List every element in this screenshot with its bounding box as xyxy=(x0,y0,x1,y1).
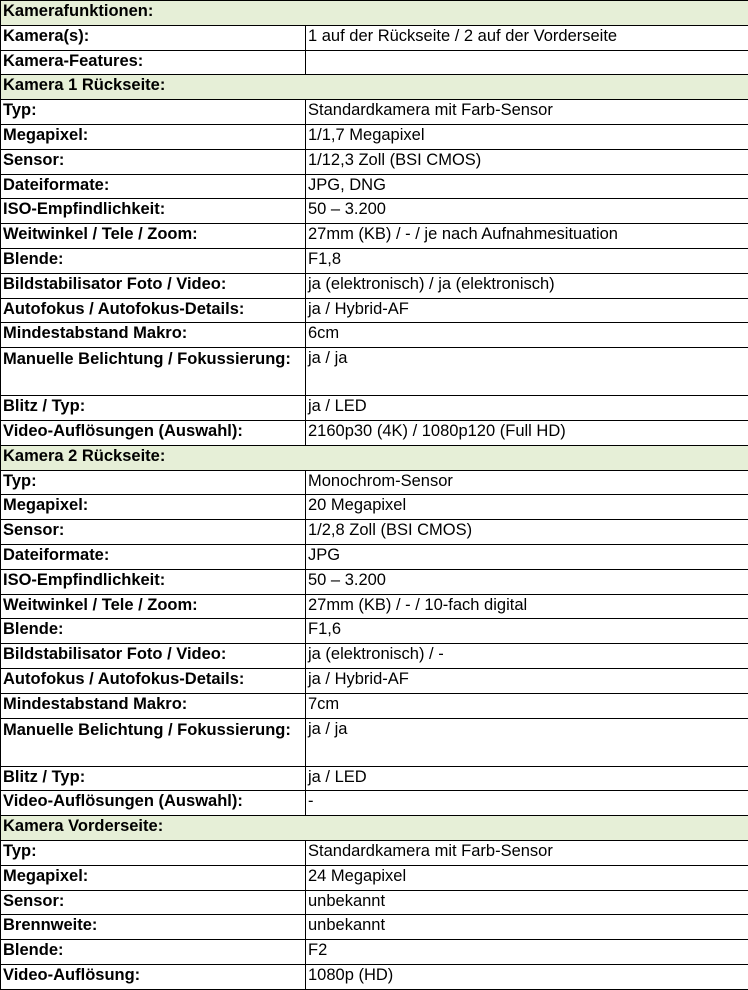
spec-label: Manuelle Belichtung / Fokussierung: xyxy=(1,348,306,396)
spec-label: Weitwinkel / Tele / Zoom: xyxy=(1,594,306,619)
spec-row xyxy=(1,323,748,348)
spec-label: Bildstabilisator Foto / Video: xyxy=(1,273,306,298)
spec-label: Blende: xyxy=(1,619,306,644)
spec-row xyxy=(1,569,748,594)
spec-label: Video-Auflösungen (Auswahl): xyxy=(1,791,306,816)
spec-label: Weitwinkel / Tele / Zoom: xyxy=(1,224,306,249)
section-title: Kamerafunktionen: xyxy=(1,1,748,26)
spec-value: JPG, DNG xyxy=(306,174,748,199)
spec-label: Bildstabilisator Foto / Video: xyxy=(1,644,306,669)
spec-row xyxy=(1,890,748,915)
spec-row xyxy=(1,50,748,75)
spec-label: ISO-Empfindlichkeit: xyxy=(1,569,306,594)
spec-value: unbekannt xyxy=(306,890,748,915)
section-header-row xyxy=(1,816,748,841)
section-title: Kamera 2 Rückseite: xyxy=(1,445,748,470)
spec-label: Mindestabstand Makro: xyxy=(1,693,306,718)
spec-row xyxy=(1,396,748,421)
spec-value: 1/12,3 Zoll (BSI CMOS) xyxy=(306,149,748,174)
spec-value: 1/2,8 Zoll (BSI CMOS) xyxy=(306,520,748,545)
spec-label: Dateiformate: xyxy=(1,174,306,199)
spec-value: - xyxy=(306,791,748,816)
spec-value: ja (elektronisch) / ja (elektronisch) xyxy=(306,273,748,298)
spec-row xyxy=(1,544,748,569)
spec-row xyxy=(1,149,748,174)
spec-row xyxy=(1,348,748,396)
spec-row xyxy=(1,224,748,249)
spec-label: Megapixel: xyxy=(1,865,306,890)
spec-label: Autofokus / Autofokus-Details: xyxy=(1,298,306,323)
spec-row xyxy=(1,273,748,298)
spec-row xyxy=(1,940,748,965)
spec-row xyxy=(1,248,748,273)
spec-value: unbekannt xyxy=(306,915,748,940)
spec-value: 50 – 3.200 xyxy=(306,199,748,224)
spec-row xyxy=(1,915,748,940)
spec-value: ja (elektronisch) / - xyxy=(306,644,748,669)
spec-value: ja / LED xyxy=(306,396,748,421)
spec-row xyxy=(1,619,748,644)
spec-label: Sensor: xyxy=(1,890,306,915)
spec-label: ISO-Empfindlichkeit: xyxy=(1,199,306,224)
spec-row xyxy=(1,174,748,199)
spec-value: 1 auf der Rückseite / 2 auf der Vorderseite xyxy=(306,25,748,50)
spec-value: Standardkamera mit Farb-Sensor xyxy=(306,840,748,865)
spec-label: Blitz / Typ: xyxy=(1,396,306,421)
spec-label: Typ: xyxy=(1,100,306,125)
spec-row xyxy=(1,594,748,619)
spec-row xyxy=(1,718,748,766)
spec-value: 27mm (KB) / - / je nach Aufnahmesituation xyxy=(306,224,748,249)
spec-row xyxy=(1,520,748,545)
spec-value: 7cm xyxy=(306,693,748,718)
spec-label: Autofokus / Autofokus-Details: xyxy=(1,668,306,693)
spec-value: ja / ja xyxy=(306,348,748,396)
spec-label: Video-Auflösungen (Auswahl): xyxy=(1,420,306,445)
spec-value: 27mm (KB) / - / 10-fach digital xyxy=(306,594,748,619)
spec-row xyxy=(1,495,748,520)
spec-row xyxy=(1,791,748,816)
spec-row xyxy=(1,865,748,890)
spec-value: ja / LED xyxy=(306,766,748,791)
spec-value: ja / Hybrid-AF xyxy=(306,298,748,323)
spec-row xyxy=(1,124,748,149)
spec-row xyxy=(1,25,748,50)
spec-value: F1,6 xyxy=(306,619,748,644)
spec-value: Monochrom-Sensor xyxy=(306,470,748,495)
spec-value xyxy=(306,50,748,75)
spec-label: Brennweite: xyxy=(1,915,306,940)
spec-row xyxy=(1,766,748,791)
spec-value: 6cm xyxy=(306,323,748,348)
spec-value: JPG xyxy=(306,544,748,569)
spec-value: F2 xyxy=(306,940,748,965)
spec-label: Video-Auflösung: xyxy=(1,964,306,989)
spec-row xyxy=(1,298,748,323)
spec-label: Mindestabstand Makro: xyxy=(1,323,306,348)
section-title: Kamera 1 Rückseite: xyxy=(1,75,748,100)
spec-label: Blende: xyxy=(1,940,306,965)
spec-row xyxy=(1,693,748,718)
spec-label: Manuelle Belichtung / Fokussierung: xyxy=(1,718,306,766)
spec-label: Kamera(s): xyxy=(1,25,306,50)
spec-value: 50 – 3.200 xyxy=(306,569,748,594)
spec-label: Typ: xyxy=(1,840,306,865)
section-header-row xyxy=(1,445,748,470)
spec-row xyxy=(1,420,748,445)
spec-value: 1080p (HD) xyxy=(306,964,748,989)
spec-label: Kamera-Features: xyxy=(1,50,306,75)
spec-row xyxy=(1,199,748,224)
spec-label: Blende: xyxy=(1,248,306,273)
section-header-row xyxy=(1,1,748,26)
spec-label: Megapixel: xyxy=(1,124,306,149)
spec-value: 2160p30 (4K) / 1080p120 (Full HD) xyxy=(306,420,748,445)
spec-label: Dateiformate: xyxy=(1,544,306,569)
spec-value: 20 Megapixel xyxy=(306,495,748,520)
spec-row xyxy=(1,668,748,693)
spec-row xyxy=(1,964,748,989)
spec-value: ja / Hybrid-AF xyxy=(306,668,748,693)
spec-label: Megapixel: xyxy=(1,495,306,520)
spec-value: ja / ja xyxy=(306,718,748,766)
spec-label: Blitz / Typ: xyxy=(1,766,306,791)
spec-row xyxy=(1,840,748,865)
spec-value: F1,8 xyxy=(306,248,748,273)
spec-label: Sensor: xyxy=(1,520,306,545)
spec-label: Typ: xyxy=(1,470,306,495)
spec-row xyxy=(1,470,748,495)
spec-value: 1/1,7 Megapixel xyxy=(306,124,748,149)
spec-row xyxy=(1,100,748,125)
section-header-row xyxy=(1,75,748,100)
spec-row xyxy=(1,644,748,669)
spec-table-body xyxy=(1,1,748,990)
spec-label: Sensor: xyxy=(1,149,306,174)
spec-value: 24 Megapixel xyxy=(306,865,748,890)
spec-value: Standardkamera mit Farb-Sensor xyxy=(306,100,748,125)
section-title: Kamera Vorderseite: xyxy=(1,816,748,841)
